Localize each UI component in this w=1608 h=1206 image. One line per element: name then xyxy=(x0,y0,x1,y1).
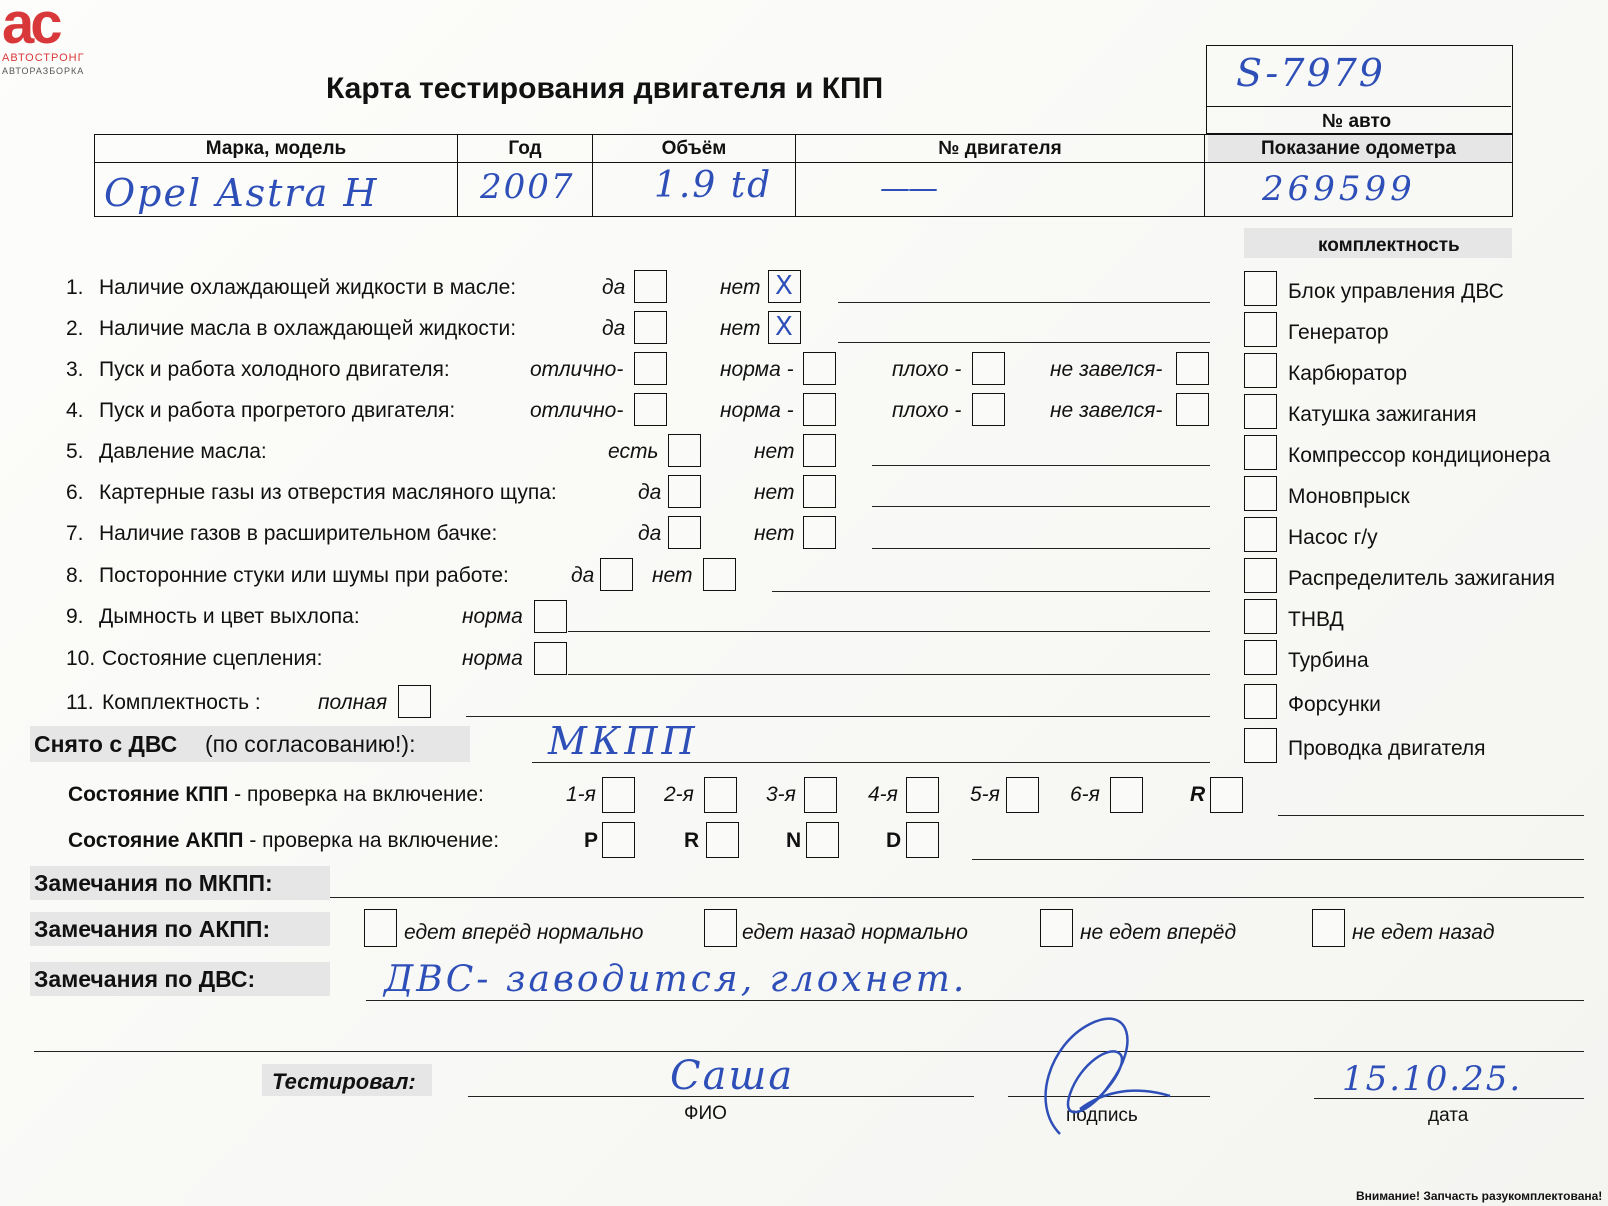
check-7-yes-box[interactable] xyxy=(668,516,701,549)
at-no-forward-label: не едет вперёд xyxy=(1080,921,1237,944)
check-5-num: 5. xyxy=(66,440,84,463)
check-4-opt-excellent: отлично- xyxy=(530,399,624,422)
check-3-opt-bad: плохо - xyxy=(892,358,962,381)
check-8-text: Посторонние стуки или шумы при работе: xyxy=(99,564,509,587)
at-mode-1-box[interactable] xyxy=(602,822,635,858)
at-mode-1-label: P xyxy=(584,829,599,852)
check-4-normal-box[interactable] xyxy=(803,393,836,426)
removed-label: Снято с ДВС xyxy=(34,731,178,757)
check-3-bad-box[interactable] xyxy=(972,352,1005,385)
mt-gear-1-label: 1-я xyxy=(566,783,596,806)
at-mode-3-box[interactable] xyxy=(806,822,839,858)
check-5-opt-no: нет xyxy=(754,440,795,463)
check-9-normal-box[interactable] xyxy=(534,600,567,633)
completeness-item-1-label: Блок управления ДВС xyxy=(1288,280,1504,303)
check-4-num: 4. xyxy=(66,399,84,422)
mt-gear-1-box[interactable] xyxy=(602,777,635,813)
footer-warning: Внимание! Запчасть разукомплектована! xyxy=(1356,1189,1603,1203)
check-11-full-box[interactable] xyxy=(398,685,431,718)
signature-caption: подпись xyxy=(1066,1105,1138,1126)
completeness-item-8-box[interactable] xyxy=(1244,558,1277,593)
tested-label: Тестировал: xyxy=(272,1069,416,1094)
at-backward-ok-box[interactable] xyxy=(704,909,737,947)
completeness-title: комплектность xyxy=(1318,235,1460,256)
check-6-yes-box[interactable] xyxy=(668,475,701,508)
make-value: Opel Astra H xyxy=(104,171,379,215)
completeness-item-3-box[interactable] xyxy=(1244,353,1277,388)
check-2-yes-box[interactable] xyxy=(634,311,667,344)
check-9-num: 9. xyxy=(66,605,84,628)
completeness-item-2-box[interactable] xyxy=(1244,312,1277,347)
check-4-opt-normal: норма - xyxy=(720,399,794,422)
mt-state-label: Состояние КПП - проверка на включение: xyxy=(68,783,484,806)
completeness-item-3-label: Карбюратор xyxy=(1288,362,1408,385)
check-1-text: Наличие охлаждающей жидкости в масле: xyxy=(99,276,517,299)
completeness-item-5-label: Компрессор кондиционера xyxy=(1288,444,1551,467)
check-3-text: Пуск и работа холодного двигателя: xyxy=(99,358,450,381)
at-no-backward-box[interactable] xyxy=(1312,909,1345,947)
completeness-item-6-label: Моновпрыск xyxy=(1288,485,1410,508)
completeness-item-7-label: Насос г/у xyxy=(1288,526,1378,549)
check-10-normal-box[interactable] xyxy=(534,642,567,675)
check-6-num: 6. xyxy=(66,481,84,504)
check-2-opt-yes: да xyxy=(602,317,626,340)
at-no-forward-box[interactable] xyxy=(1040,909,1073,947)
odometer-value: 269599 xyxy=(1262,169,1416,209)
completeness-item-2-label: Генератор xyxy=(1288,321,1389,344)
volume-label: Объём xyxy=(593,135,796,163)
tested-date: 15.10.25. xyxy=(1342,1059,1523,1099)
check-6-no-box[interactable] xyxy=(803,475,836,508)
logo-mark: ac xyxy=(2,0,59,56)
tested-name: Саша xyxy=(670,1053,795,1099)
logo-brand: АВТОСТРОНГ xyxy=(2,52,85,64)
mt-gear-7-box[interactable] xyxy=(1210,777,1243,813)
completeness-item-10-label: Турбина xyxy=(1288,649,1369,672)
logo xyxy=(0,0,104,78)
check-1-opt-yes: да xyxy=(602,276,626,299)
check-7-num: 7. xyxy=(66,522,84,545)
mt-gear-5-label: 5-я xyxy=(970,783,1000,806)
check-2-mark: X xyxy=(775,312,793,342)
check-1-no-box[interactable] xyxy=(768,270,801,303)
remarks-engine-label: Замечания по ДВС: xyxy=(34,966,256,992)
auto-number-label: № авто xyxy=(1322,111,1392,132)
check-3-num: 3. xyxy=(66,358,84,381)
check-4-opt-bad: плохо - xyxy=(892,399,962,422)
completeness-item-5-box[interactable] xyxy=(1244,435,1277,470)
check-4-nostart-box[interactable] xyxy=(1176,393,1209,426)
check-3-opt-normal: норма - xyxy=(720,358,794,381)
check-3-opt-nostart: не завелся- xyxy=(1050,358,1163,381)
check-4-bad-box[interactable] xyxy=(972,393,1005,426)
check-2-no-box[interactable] xyxy=(768,311,801,344)
check-10-opt-normal: норма xyxy=(462,647,523,670)
check-7-opt-no: нет xyxy=(754,522,795,545)
check-11-text: Комплектность : xyxy=(102,691,261,714)
check-8-yes-box[interactable] xyxy=(600,558,633,591)
at-mode-4-box[interactable] xyxy=(906,822,939,858)
check-8-opt-yes: да xyxy=(571,564,595,587)
mt-gear-4-label: 4-я xyxy=(868,783,898,806)
check-3-nostart-box[interactable] xyxy=(1176,352,1209,385)
mt-gear-2-box[interactable] xyxy=(704,777,737,813)
completeness-item-4-label: Катушка зажигания xyxy=(1288,403,1477,426)
tested-name-caption: ФИО xyxy=(684,1103,727,1124)
check-11-opt-full: полная xyxy=(318,691,388,714)
check-6-opt-no: нет xyxy=(754,481,795,504)
completeness-item-11-label: Форсунки xyxy=(1288,693,1381,716)
at-backward-ok-label: едет назад нормально xyxy=(742,921,968,944)
mt-gear-3-label: 3-я xyxy=(766,783,796,806)
engine-number-value: —— xyxy=(880,171,936,206)
check-9-text: Дымность и цвет выхлопа: xyxy=(99,605,360,628)
mt-gear-6-box[interactable] xyxy=(1110,777,1143,813)
check-10-num: 10. xyxy=(66,647,96,670)
mt-gear-2-label: 2-я xyxy=(664,783,694,806)
year-label: Год xyxy=(458,135,593,163)
at-state-label: Состояние АКПП - проверка на включение: xyxy=(68,829,500,852)
check-3-normal-box[interactable] xyxy=(803,352,836,385)
check-5-opt-yes: есть xyxy=(608,440,659,463)
mt-gear-3-box[interactable] xyxy=(804,777,837,813)
check-3-excellent-box[interactable] xyxy=(634,352,667,385)
removed-value: МКПП xyxy=(548,719,699,763)
signature xyxy=(1020,984,1190,1154)
mt-gear-6-label: 6-я xyxy=(1070,783,1100,806)
check-1-mark: X xyxy=(775,271,793,301)
check-7-text: Наличие газов в расширительном бачке: xyxy=(99,522,498,545)
check-6-text: Картерные газы из отверстия масляного щупа: xyxy=(99,481,557,504)
make-label: Марка, модель xyxy=(95,135,458,163)
check-2-text: Наличие масла в охлаждающей жидкости: xyxy=(99,317,517,340)
check-2-num: 2. xyxy=(66,317,84,340)
completeness-item-12-label: Проводка двигателя xyxy=(1288,737,1486,760)
check-4-excellent-box[interactable] xyxy=(634,393,667,426)
at-forward-ok-box[interactable] xyxy=(364,909,397,947)
removed-label-suffix: (по согласованию!): xyxy=(205,731,416,757)
check-8-opt-no: нет xyxy=(652,564,693,587)
check-1-opt-no: нет xyxy=(720,276,761,299)
engine-number-label: № двигателя xyxy=(796,135,1205,163)
remarks-mt-label: Замечания по МКПП: xyxy=(34,870,273,896)
at-mode-2-box[interactable] xyxy=(706,822,739,858)
completeness-item-6-box[interactable] xyxy=(1244,476,1277,511)
completeness-item-8-label: Распределитель зажигания xyxy=(1288,567,1556,590)
check-8-num: 8. xyxy=(66,564,84,587)
check-5-yes-box[interactable] xyxy=(668,434,701,467)
page-title: Карта тестирования двигателя и КПП xyxy=(326,72,884,105)
at-mode-2-label: R xyxy=(684,829,700,852)
check-3-opt-excellent: отлично- xyxy=(530,358,624,381)
mt-gear-4-box[interactable] xyxy=(906,777,939,813)
check-1-num: 1. xyxy=(66,276,84,299)
completeness-item-11-box[interactable] xyxy=(1244,684,1277,719)
date-caption: дата xyxy=(1428,1105,1469,1126)
check-4-opt-nostart: не завелся- xyxy=(1050,399,1163,422)
mt-gear-5-box[interactable] xyxy=(1006,777,1039,813)
check-5-text: Давление масла: xyxy=(99,440,267,463)
auto-number-value: S-7979 xyxy=(1236,51,1385,95)
at-mode-3-label: N xyxy=(786,829,802,852)
logo-tagline: АВТОРАЗБОРКА xyxy=(2,66,85,76)
completeness-item-9-box[interactable] xyxy=(1244,599,1277,634)
check-6-opt-yes: да xyxy=(638,481,662,504)
check-7-no-box[interactable] xyxy=(803,516,836,549)
at-no-backward-label: не едет назад xyxy=(1352,921,1495,944)
completeness-item-12-box[interactable] xyxy=(1244,728,1277,763)
completeness-item-10-box[interactable] xyxy=(1244,640,1277,675)
remarks-at-label: Замечания по АКПП: xyxy=(34,916,271,942)
check-5-no-box[interactable] xyxy=(803,434,836,467)
check-11-num: 11. xyxy=(66,691,94,714)
check-2-opt-no: нет xyxy=(720,317,761,340)
check-7-opt-yes: да xyxy=(638,522,662,545)
at-forward-ok-label: едет вперёд нормально xyxy=(404,921,644,944)
completeness-item-4-box[interactable] xyxy=(1244,394,1277,429)
completeness-item-7-box[interactable] xyxy=(1244,517,1277,552)
check-10-text: Состояние сцепления: xyxy=(102,647,323,670)
volume-value: 1.9 td xyxy=(654,165,773,206)
check-4-text: Пуск и работа прогретого двигателя: xyxy=(99,399,456,422)
completeness-item-9-label: ТНВД xyxy=(1288,608,1344,631)
at-mode-4-label: D xyxy=(886,829,902,852)
check-9-opt-normal: норма xyxy=(462,605,523,628)
check-1-yes-box[interactable] xyxy=(634,270,667,303)
odometer-label: Показание одометра xyxy=(1205,135,1513,163)
year-value: 2007 xyxy=(480,167,575,207)
check-8-no-box[interactable] xyxy=(703,558,736,591)
remarks-engine-value: ДВС- заводится, глохнет. xyxy=(384,959,968,1000)
mt-gear-7-label: R xyxy=(1190,783,1206,806)
completeness-item-1-box[interactable] xyxy=(1244,271,1277,306)
